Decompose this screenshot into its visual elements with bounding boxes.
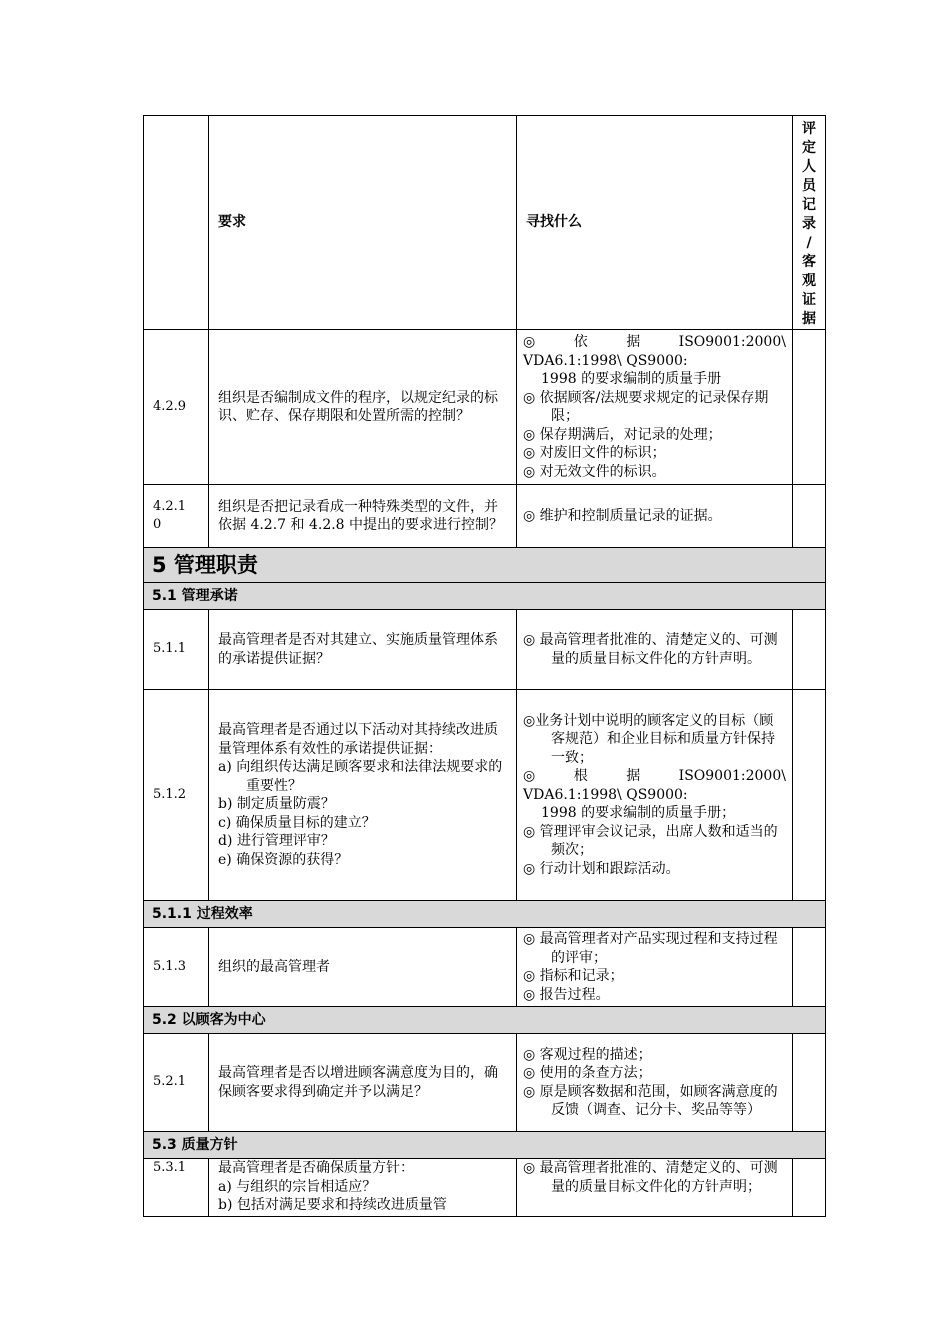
header-evidence-char: 据	[802, 311, 816, 327]
look-item: ◎ 指标和记录；	[523, 968, 624, 984]
row-number-line: 0	[153, 517, 162, 532]
row-evidence	[793, 1034, 826, 1132]
section-heading-row	[144, 548, 826, 583]
row-number	[144, 485, 209, 548]
look-item: ◎ 行动计划和跟踪活动。	[523, 860, 680, 877]
look-item: ◎ 客观过程的描述；	[523, 1046, 652, 1063]
look-item: ◎ 对无效文件的标识。	[523, 463, 666, 480]
requirement-item: e) 确保资源的获得？	[218, 851, 349, 868]
look-word: ISO9001:2000\	[678, 334, 786, 350]
subsection-title: 5.1.1 过程效率	[144, 901, 826, 928]
header-evidence-char: 评	[802, 121, 816, 137]
row-requirement: 最高管理者是否以增进顾客满意度为目的，确保顾客要求得到确定并予以满足？	[209, 1034, 517, 1132]
table-row	[144, 330, 826, 485]
table-row	[144, 1034, 826, 1132]
header-evidence-char: 定	[802, 140, 816, 156]
look-line	[523, 767, 786, 786]
row-evidence	[793, 330, 826, 485]
row-evidence	[793, 928, 826, 1007]
requirement-intro: 最高管理者是否确保质量方针：	[218, 1160, 414, 1176]
look-item: ◎ 依据顾客/法规要求规定的记录保存期限；	[523, 389, 769, 424]
row-number: 5.2.1	[144, 1034, 209, 1132]
look-word: ISO9001:2000\	[678, 768, 786, 785]
row-evidence	[793, 1159, 826, 1217]
row-look-for	[517, 485, 793, 548]
requirement-item: a) 向组织传达满足顾客要求和法律法规要求的重要性？	[218, 759, 503, 794]
look-item: ◎ 最高管理者批准的、清楚定义的、可测量的质量目标文件化的方针声明。	[523, 632, 778, 667]
table-row	[144, 610, 826, 690]
table-header-row	[144, 116, 826, 330]
requirement-item: c) 确保质量目标的建立？	[218, 814, 376, 831]
row-requirement: 组织是否编制成文件的程序，以规定纪录的标识、贮存、保存期限和处置所需的控制？	[209, 330, 517, 485]
header-evidence-char: /	[806, 235, 812, 251]
header-num-cell	[144, 116, 209, 330]
look-line: VDA6.1:1998\ QS9000:	[523, 352, 688, 369]
row-number: 5.1.2	[144, 690, 209, 901]
look-item: ◎ 使用的条查方法；	[523, 1065, 652, 1081]
row-evidence	[793, 610, 826, 690]
header-evidence-char: 人	[802, 159, 816, 175]
header-requirement: 要求	[209, 116, 517, 330]
requirement-item: b) 包括对满足要求和持续改进质量管	[218, 1197, 447, 1213]
header-evidence-char: 观	[802, 273, 816, 289]
header-evidence-char: 证	[802, 292, 816, 308]
look-item: ◎ 报告过程。	[523, 986, 610, 1003]
look-word: 据	[626, 334, 641, 350]
row-number: 5.1.1	[144, 610, 209, 690]
look-word: 根	[573, 768, 588, 785]
row-number: 5.3.1	[144, 1159, 209, 1217]
look-word: ◎	[523, 334, 536, 350]
look-line: 1998 的要求编制的质量手册；	[541, 805, 736, 822]
look-item: ◎ 最高管理者批准的、清楚定义的、可测量的质量目标文件化的方针声明；	[523, 1160, 778, 1195]
row-look-for	[517, 330, 793, 485]
look-item: ◎业务计划中说明的顾客定义的目标（顾客规范）和企业目标和质量方针保持一致；	[523, 712, 775, 766]
row-number: 5.1.3	[144, 928, 209, 1007]
subsection-title: 5.3 质量方针	[144, 1132, 826, 1159]
requirement-item: a) 与组织的宗旨相适应？	[218, 1178, 377, 1195]
look-word: 依	[573, 334, 588, 350]
requirement-intro: 最高管理者是否通过以下活动对其持续改进质量管理体系有效性的承诺提供证据：	[218, 722, 498, 757]
header-evidence-char: 员	[802, 178, 816, 194]
subsection-title: 5.2 以顾客为中心	[144, 1007, 826, 1034]
look-item: ◎ 维护和控制质量记录的证据。	[523, 507, 722, 524]
header-evidence-char: 记	[802, 197, 816, 213]
table-row	[144, 690, 826, 901]
look-item: ◎ 保存期满后，对记录的处理；	[523, 426, 722, 443]
row-look-for	[517, 928, 793, 1007]
subsection-title: 5.1 管理承诺	[144, 583, 826, 610]
header-evidence	[793, 116, 826, 330]
subsection-heading-row	[144, 1132, 826, 1159]
subsection-heading-row	[144, 901, 826, 928]
table-row	[144, 1159, 826, 1217]
look-line: 1998 的要求编制的质量手册	[541, 371, 722, 387]
table-row	[144, 928, 826, 1007]
look-item: ◎ 原是顾客数据和范围，如顾客满意度的反馈（调查、记分卡、奖品等等）	[523, 1083, 778, 1118]
row-number-line: 4.2.1	[153, 498, 187, 514]
row-look-for	[517, 610, 793, 690]
header-evidence-text	[793, 120, 825, 329]
look-word: 据	[626, 768, 641, 785]
row-requirement: 组织是否把记录看成一种特殊类型的文件，并依据 4.2.7 和 4.2.8 中提出的要求进行控制？	[209, 485, 517, 548]
subsection-heading-row	[144, 583, 826, 610]
row-look-for	[517, 1159, 793, 1217]
row-requirement	[209, 690, 517, 901]
row-requirement: 组织的最高管理者	[209, 928, 517, 1007]
audit-checklist-table	[143, 115, 826, 1217]
row-look-for	[517, 690, 793, 901]
requirement-item: d) 进行管理评审？	[218, 833, 335, 849]
row-evidence	[793, 690, 826, 901]
row-evidence	[793, 485, 826, 548]
row-number: 4.2.9	[144, 330, 209, 485]
look-item: ◎ 对废旧文件的标识；	[523, 445, 666, 461]
look-item: ◎ 管理评审会议记录，出席人数和适当的频次；	[523, 823, 778, 859]
look-word: ◎	[523, 768, 536, 785]
look-item: ◎ 最高管理者对产品实现过程和支持过程的评审；	[523, 931, 778, 966]
requirement-item: b) 制定质量防震？	[218, 796, 335, 812]
table-row	[144, 485, 826, 548]
section-title: 5 管理职责	[144, 548, 826, 583]
row-requirement	[209, 1159, 517, 1217]
subsection-heading-row	[144, 1007, 826, 1034]
look-line	[523, 333, 786, 352]
row-look-for	[517, 1034, 793, 1132]
row-requirement: 最高管理者是否对其建立、实施质量管理体系的承诺提供证据？	[209, 610, 517, 690]
look-line: VDA6.1:1998\ QS9000:	[523, 786, 688, 803]
header-evidence-char: 客	[802, 254, 816, 270]
header-look-for: 寻找什么	[517, 116, 793, 330]
header-evidence-char: 录	[802, 216, 816, 232]
